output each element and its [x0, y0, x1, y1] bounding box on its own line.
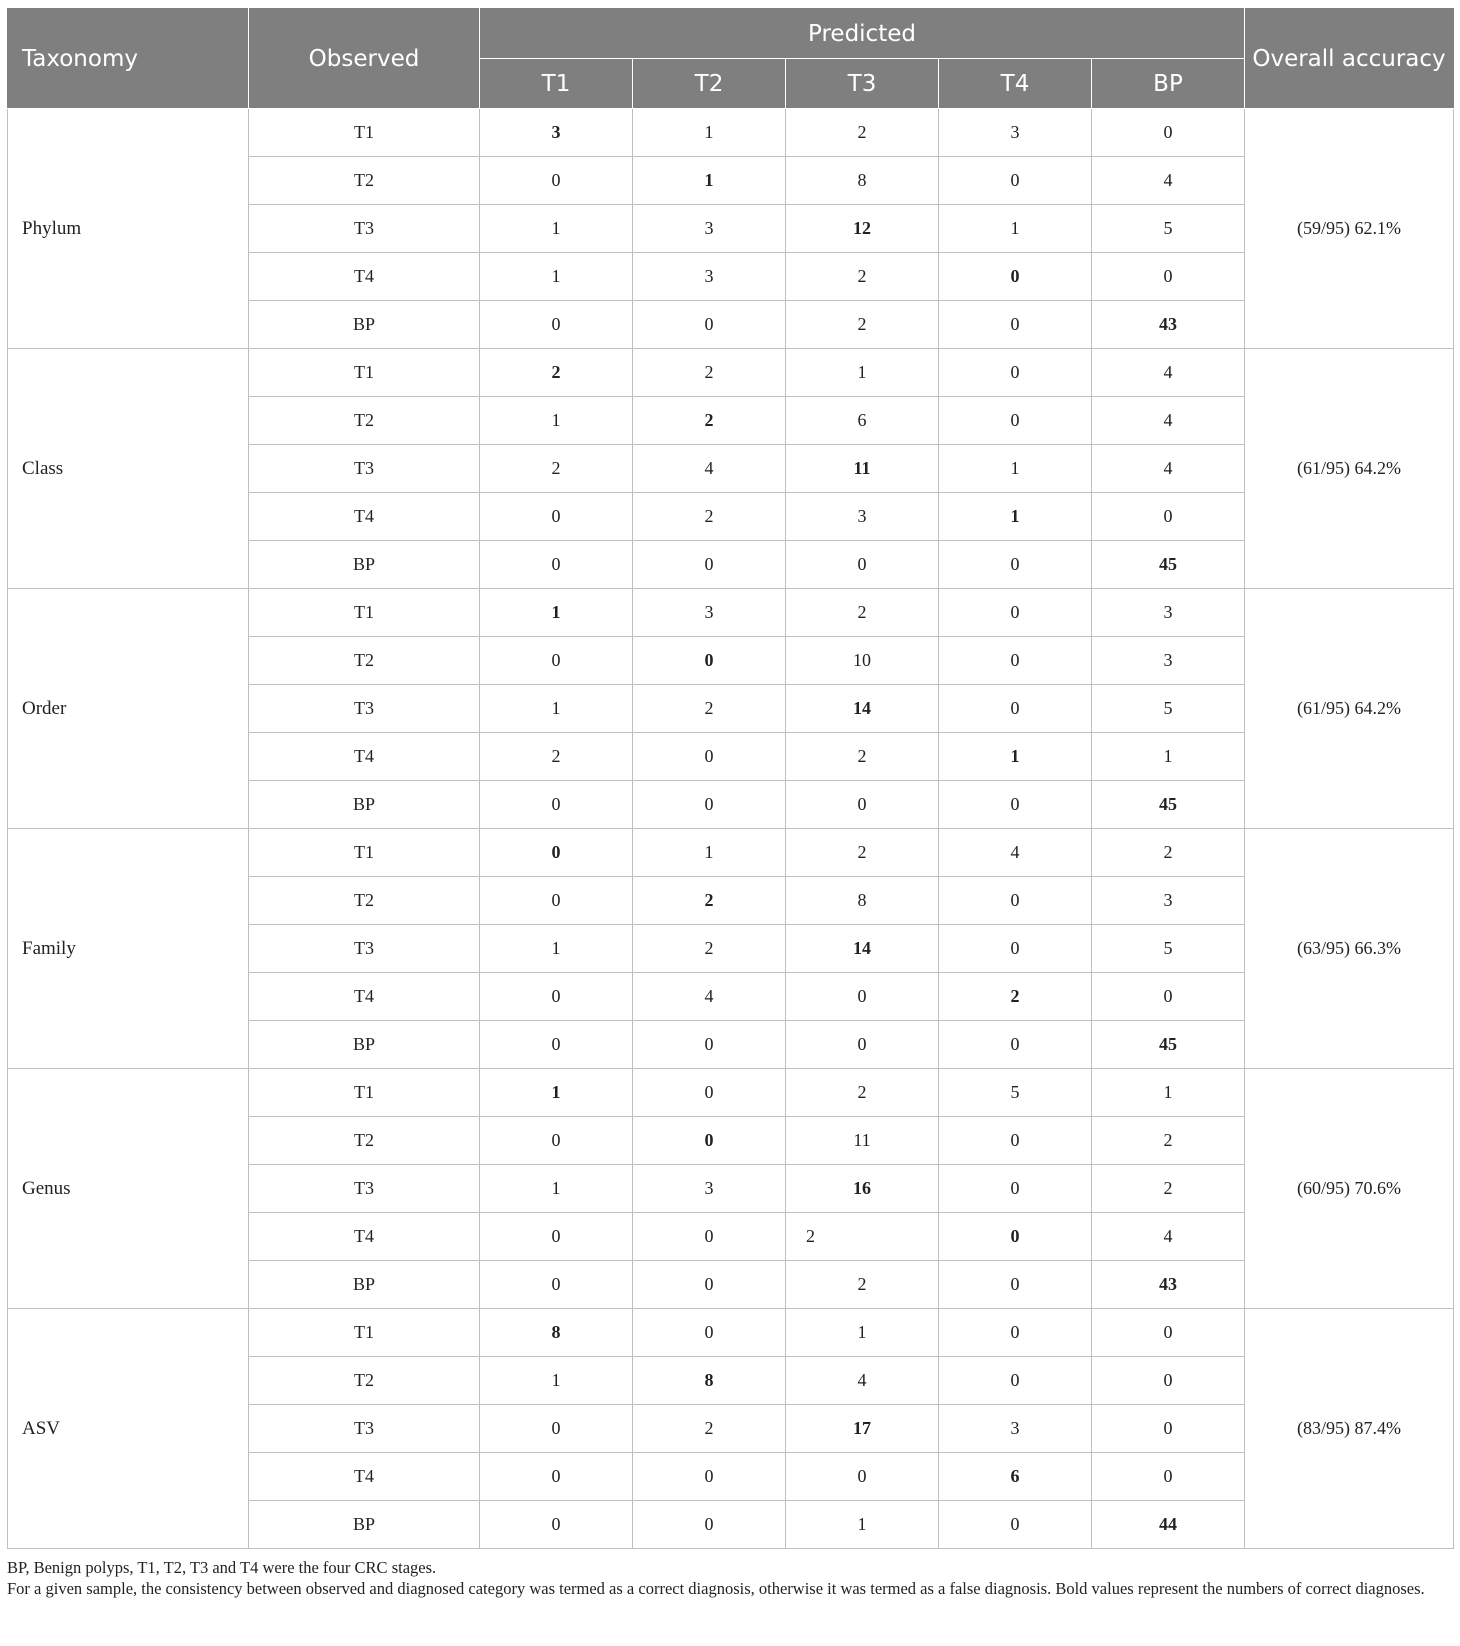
- cell-family-t4-t4: 2: [939, 973, 1092, 1021]
- cell-phylum-t4-bp: 0: [1092, 253, 1245, 301]
- cell-asv-t4-t4: 6: [939, 1453, 1092, 1501]
- header-overall-accuracy: Overall accuracy: [1245, 9, 1454, 109]
- cell-class-t4-t2: 2: [633, 493, 786, 541]
- cell-asv-t3-t3: 17: [786, 1405, 939, 1453]
- cell-order-t1-bp: 3: [1092, 589, 1245, 637]
- cell-class-t1-bp: 4: [1092, 349, 1245, 397]
- cell-family-bp-t2: 0: [633, 1021, 786, 1069]
- table-row: [8, 349, 1454, 397]
- table-body: [8, 109, 1454, 1549]
- cell-phylum-bp-bp: 43: [1092, 301, 1245, 349]
- cell-phylum-t1-bp: 0: [1092, 109, 1245, 157]
- cell-genus-bp-t2: 0: [633, 1261, 786, 1309]
- cell-genus-t3-t4: 0: [939, 1165, 1092, 1213]
- cell-class-t4-t1: 0: [480, 493, 633, 541]
- cell-asv-t2-t1: 1: [480, 1357, 633, 1405]
- cell-family-t2-t4: 0: [939, 877, 1092, 925]
- cell-order-bp-t1: 0: [480, 781, 633, 829]
- taxonomy-family: Family: [8, 829, 249, 1069]
- cell-order-t2-bp: 3: [1092, 637, 1245, 685]
- cell-asv-bp-t1: 0: [480, 1501, 633, 1549]
- observed-label: BP: [249, 301, 480, 349]
- cell-family-t3-t2: 2: [633, 925, 786, 973]
- cell-phylum-t2-bp: 4: [1092, 157, 1245, 205]
- cell-asv-bp-bp: 44: [1092, 1501, 1245, 1549]
- cell-class-t3-t4: 1: [939, 445, 1092, 493]
- cell-phylum-t1-t2: 1: [633, 109, 786, 157]
- table-row: [8, 1069, 1454, 1117]
- header-predicted-t2: T2: [633, 59, 786, 109]
- observed-label: BP: [249, 781, 480, 829]
- cell-asv-bp-t2: 0: [633, 1501, 786, 1549]
- cell-genus-t4-t4: 0: [939, 1213, 1092, 1261]
- cell-asv-t1-t1: 8: [480, 1309, 633, 1357]
- cell-order-t4-t2: 0: [633, 733, 786, 781]
- cell-class-t1-t1: 2: [480, 349, 633, 397]
- cell-order-t3-bp: 5: [1092, 685, 1245, 733]
- header-predicted-bp: BP: [1092, 59, 1245, 109]
- table-row: [8, 829, 1454, 877]
- cell-phylum-bp-t4: 0: [939, 301, 1092, 349]
- cell-class-t3-t2: 4: [633, 445, 786, 493]
- cell-asv-t1-t2: 0: [633, 1309, 786, 1357]
- cell-genus-t1-bp: 1: [1092, 1069, 1245, 1117]
- observed-label: T3: [249, 685, 480, 733]
- cell-genus-bp-bp: 43: [1092, 1261, 1245, 1309]
- accuracy-order: (61/95) 64.2%: [1245, 589, 1454, 829]
- cell-phylum-t4-t2: 3: [633, 253, 786, 301]
- cell-class-bp-t3: 0: [786, 541, 939, 589]
- observed-label: T2: [249, 637, 480, 685]
- cell-order-t4-t4: 1: [939, 733, 1092, 781]
- cell-asv-t1-t4: 0: [939, 1309, 1092, 1357]
- cell-order-t2-t1: 0: [480, 637, 633, 685]
- cell-asv-t1-bp: 0: [1092, 1309, 1245, 1357]
- observed-label: T1: [249, 109, 480, 157]
- cell-phylum-t3-bp: 5: [1092, 205, 1245, 253]
- cell-asv-t3-t1: 0: [480, 1405, 633, 1453]
- cell-order-t2-t2: 0: [633, 637, 786, 685]
- observed-label: T4: [249, 253, 480, 301]
- cell-genus-t2-t2: 0: [633, 1117, 786, 1165]
- observed-label: T3: [249, 445, 480, 493]
- cell-class-t2-t3: 6: [786, 397, 939, 445]
- cell-genus-t1-t1: 1: [480, 1069, 633, 1117]
- cell-phylum-t1-t4: 3: [939, 109, 1092, 157]
- table-row: [8, 109, 1454, 157]
- cell-family-t2-bp: 3: [1092, 877, 1245, 925]
- header-predicted-t4: T4: [939, 59, 1092, 109]
- header-predicted-t1: T1: [480, 59, 633, 109]
- accuracy-family: (63/95) 66.3%: [1245, 829, 1454, 1069]
- cell-class-t2-bp: 4: [1092, 397, 1245, 445]
- taxonomy-order: Order: [8, 589, 249, 829]
- cell-genus-bp-t1: 0: [480, 1261, 633, 1309]
- cell-genus-t4-t1: 0: [480, 1213, 633, 1261]
- cell-class-t4-t3: 3: [786, 493, 939, 541]
- cell-order-t1-t4: 0: [939, 589, 1092, 637]
- cell-family-t1-t3: 2: [786, 829, 939, 877]
- observed-label: T3: [249, 205, 480, 253]
- observed-label: T4: [249, 1213, 480, 1261]
- cell-order-t1-t2: 3: [633, 589, 786, 637]
- cell-family-t2-t3: 8: [786, 877, 939, 925]
- cell-asv-t3-t4: 3: [939, 1405, 1092, 1453]
- cell-genus-t4-t2: 0: [633, 1213, 786, 1261]
- cell-family-t2-t1: 0: [480, 877, 633, 925]
- cell-family-t4-t2: 4: [633, 973, 786, 1021]
- table-header: [8, 9, 1454, 109]
- cell-order-t4-t1: 2: [480, 733, 633, 781]
- cell-family-t4-bp: 0: [1092, 973, 1245, 1021]
- cell-genus-t1-t4: 5: [939, 1069, 1092, 1117]
- cell-phylum-t3-t3: 12: [786, 205, 939, 253]
- cell-asv-t2-t3: 4: [786, 1357, 939, 1405]
- cell-genus-bp-t4: 0: [939, 1261, 1092, 1309]
- observed-label: BP: [249, 1261, 480, 1309]
- observed-label: T2: [249, 1357, 480, 1405]
- cell-genus-t2-t3: 11: [786, 1117, 939, 1165]
- cell-phylum-t2-t1: 0: [480, 157, 633, 205]
- cell-asv-t3-bp: 0: [1092, 1405, 1245, 1453]
- cell-genus-t4-t3: 2: [786, 1213, 939, 1261]
- observed-label: T2: [249, 1117, 480, 1165]
- cell-genus-t2-t4: 0: [939, 1117, 1092, 1165]
- cell-asv-t4-t3: 0: [786, 1453, 939, 1501]
- observed-label: T1: [249, 1309, 480, 1357]
- cell-asv-t3-t2: 2: [633, 1405, 786, 1453]
- observed-label: T1: [249, 1069, 480, 1117]
- taxonomy-genus: Genus: [8, 1069, 249, 1309]
- cell-asv-t4-t1: 0: [480, 1453, 633, 1501]
- cell-family-t1-t4: 4: [939, 829, 1092, 877]
- table-container: [7, 8, 1453, 1599]
- cell-order-t4-bp: 1: [1092, 733, 1245, 781]
- cell-phylum-t3-t2: 3: [633, 205, 786, 253]
- cell-phylum-bp-t2: 0: [633, 301, 786, 349]
- cell-family-t4-t1: 0: [480, 973, 633, 1021]
- cell-family-t3-t3: 14: [786, 925, 939, 973]
- cell-phylum-t3-t1: 1: [480, 205, 633, 253]
- cell-family-bp-bp: 45: [1092, 1021, 1245, 1069]
- observed-label: T1: [249, 589, 480, 637]
- cell-class-t3-t3: 11: [786, 445, 939, 493]
- taxonomy-phylum: Phylum: [8, 109, 249, 349]
- table-row: [8, 1309, 1454, 1357]
- cell-asv-bp-t3: 1: [786, 1501, 939, 1549]
- cell-asv-bp-t4: 0: [939, 1501, 1092, 1549]
- cell-asv-t4-t2: 0: [633, 1453, 786, 1501]
- cell-genus-t1-t2: 0: [633, 1069, 786, 1117]
- cell-family-bp-t3: 0: [786, 1021, 939, 1069]
- cell-class-t2-t4: 0: [939, 397, 1092, 445]
- cell-family-t1-t1: 0: [480, 829, 633, 877]
- cell-asv-t4-bp: 0: [1092, 1453, 1245, 1501]
- cell-family-t3-t4: 0: [939, 925, 1092, 973]
- cell-asv-t2-t2: 8: [633, 1357, 786, 1405]
- cell-genus-t2-t1: 0: [480, 1117, 633, 1165]
- cell-order-t4-t3: 2: [786, 733, 939, 781]
- header-taxonomy: Taxonomy: [8, 9, 249, 109]
- cell-class-t1-t4: 0: [939, 349, 1092, 397]
- cell-phylum-t4-t4: 0: [939, 253, 1092, 301]
- cell-genus-t4-bp: 4: [1092, 1213, 1245, 1261]
- cell-genus-t3-bp: 2: [1092, 1165, 1245, 1213]
- observed-label: T4: [249, 973, 480, 1021]
- cell-genus-t2-bp: 2: [1092, 1117, 1245, 1165]
- cell-phylum-t2-t4: 0: [939, 157, 1092, 205]
- accuracy-asv: (83/95) 87.4%: [1245, 1309, 1454, 1549]
- cell-phylum-bp-t3: 2: [786, 301, 939, 349]
- cell-phylum-t4-t3: 2: [786, 253, 939, 301]
- cell-phylum-t2-t2: 1: [633, 157, 786, 205]
- cell-genus-t3-t1: 1: [480, 1165, 633, 1213]
- observed-label: BP: [249, 541, 480, 589]
- observed-label: BP: [249, 1501, 480, 1549]
- cell-genus-bp-t3: 2: [786, 1261, 939, 1309]
- cell-class-bp-t1: 0: [480, 541, 633, 589]
- cell-family-t2-t2: 2: [633, 877, 786, 925]
- cell-asv-t1-t3: 1: [786, 1309, 939, 1357]
- cell-genus-t3-t3: 16: [786, 1165, 939, 1213]
- cell-order-t2-t4: 0: [939, 637, 1092, 685]
- accuracy-class: (61/95) 64.2%: [1245, 349, 1454, 589]
- cell-family-t3-t1: 1: [480, 925, 633, 973]
- cell-phylum-t3-t4: 1: [939, 205, 1092, 253]
- cell-family-t1-bp: 2: [1092, 829, 1245, 877]
- cell-order-bp-t3: 0: [786, 781, 939, 829]
- observed-label: T3: [249, 1405, 480, 1453]
- cell-class-t2-t2: 2: [633, 397, 786, 445]
- header-predicted: Predicted: [480, 9, 1245, 59]
- observed-label: T1: [249, 829, 480, 877]
- cell-family-t1-t2: 1: [633, 829, 786, 877]
- cell-family-bp-t4: 0: [939, 1021, 1092, 1069]
- cell-order-bp-t2: 0: [633, 781, 786, 829]
- taxonomy-class: Class: [8, 349, 249, 589]
- cell-family-bp-t1: 0: [480, 1021, 633, 1069]
- cell-asv-t2-t4: 0: [939, 1357, 1092, 1405]
- cell-class-bp-t4: 0: [939, 541, 1092, 589]
- cell-class-bp-t2: 0: [633, 541, 786, 589]
- cell-order-t3-t3: 14: [786, 685, 939, 733]
- cell-class-t1-t3: 1: [786, 349, 939, 397]
- observed-label: T1: [249, 349, 480, 397]
- observed-label: T4: [249, 733, 480, 781]
- observed-label: BP: [249, 1021, 480, 1069]
- cell-phylum-t1-t3: 2: [786, 109, 939, 157]
- cell-class-bp-bp: 45: [1092, 541, 1245, 589]
- cell-class-t3-t1: 2: [480, 445, 633, 493]
- cell-order-t3-t2: 2: [633, 685, 786, 733]
- cell-phylum-t2-t3: 8: [786, 157, 939, 205]
- header-observed: Observed: [249, 9, 480, 109]
- cell-asv-t2-bp: 0: [1092, 1357, 1245, 1405]
- cell-phylum-t1-t1: 3: [480, 109, 633, 157]
- cell-family-t4-t3: 0: [786, 973, 939, 1021]
- observed-label: T4: [249, 1453, 480, 1501]
- cell-order-t1-t3: 2: [786, 589, 939, 637]
- accuracy-phylum: (59/95) 62.1%: [1245, 109, 1454, 349]
- observed-label: T3: [249, 925, 480, 973]
- table-footnote: [7, 1557, 1453, 1599]
- table-row: [8, 589, 1454, 637]
- cell-phylum-t4-t1: 1: [480, 253, 633, 301]
- header-predicted-t3: T3: [786, 59, 939, 109]
- cell-class-t2-t1: 1: [480, 397, 633, 445]
- cell-order-t3-t4: 0: [939, 685, 1092, 733]
- cell-order-bp-bp: 45: [1092, 781, 1245, 829]
- observed-label: T3: [249, 1165, 480, 1213]
- footnote-definition: For a given sample, the consistency between observed and diagnosed category was termed as a correct diagnosis, otherwise it was termed as a false diagnosis. Bold values represent the numbers of correct diagnoses.: [7, 1579, 1425, 1598]
- observed-label: T2: [249, 397, 480, 445]
- cell-family-t3-bp: 5: [1092, 925, 1245, 973]
- observed-label: T4: [249, 493, 480, 541]
- taxonomy-asv: ASV: [8, 1309, 249, 1549]
- confusion-matrix-table: [7, 8, 1454, 1549]
- footnote-abbreviations: BP, Benign polyps, T1, T2, T3 and T4 were the four CRC stages.: [7, 1558, 437, 1577]
- observed-label: T2: [249, 157, 480, 205]
- observed-label: T2: [249, 877, 480, 925]
- cell-order-t3-t1: 1: [480, 685, 633, 733]
- cell-class-t1-t2: 2: [633, 349, 786, 397]
- cell-class-t4-bp: 0: [1092, 493, 1245, 541]
- cell-class-t3-bp: 4: [1092, 445, 1245, 493]
- cell-genus-t1-t3: 2: [786, 1069, 939, 1117]
- cell-order-t2-t3: 10: [786, 637, 939, 685]
- cell-class-t4-t4: 1: [939, 493, 1092, 541]
- cell-genus-t3-t2: 3: [633, 1165, 786, 1213]
- cell-phylum-bp-t1: 0: [480, 301, 633, 349]
- accuracy-genus: (60/95) 70.6%: [1245, 1069, 1454, 1309]
- cell-order-bp-t4: 0: [939, 781, 1092, 829]
- cell-order-t1-t1: 1: [480, 589, 633, 637]
